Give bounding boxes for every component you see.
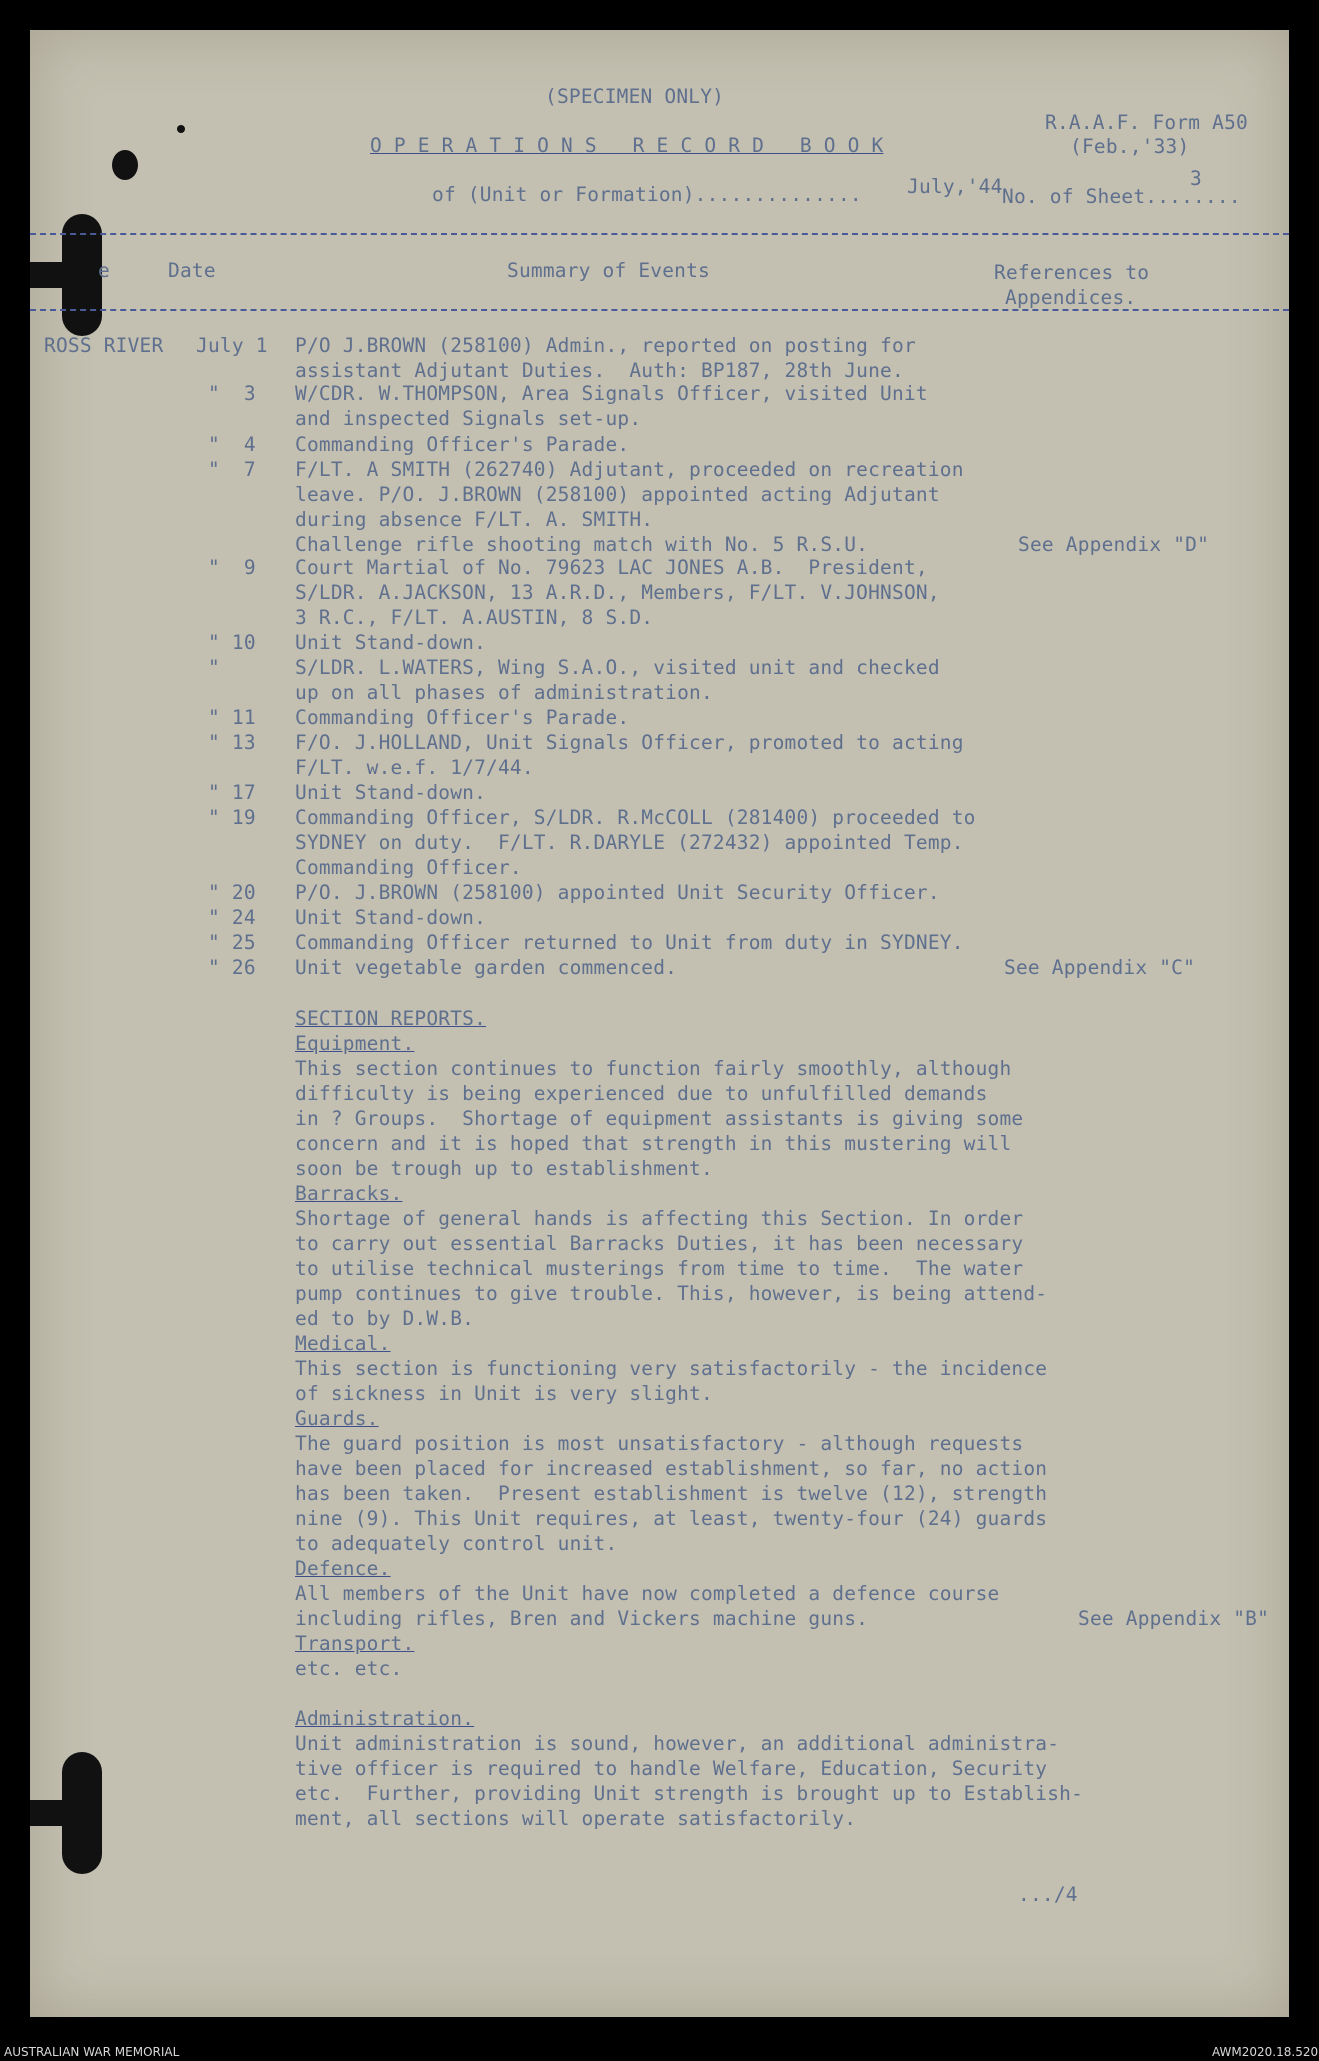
section-heading: Transport. xyxy=(295,1632,415,1655)
entry-text-line: Commanding Officer. xyxy=(295,856,522,879)
entry-text-line: Court Martial of No. 79623 LAC JONES A.B. President, xyxy=(295,556,928,579)
entry-date: " 25 xyxy=(208,931,256,954)
section-heading: Medical. xyxy=(295,1332,391,1355)
entry-text-line: Unit Stand-down. xyxy=(295,631,487,654)
entry-text-line: assistant Adjutant Duties. Auth: BP187, 28th June. xyxy=(295,359,904,382)
form-number: R.A.A.F. Form A50 xyxy=(1045,111,1248,134)
entry-text-line: W/CDR. W.THOMPSON, Area Signals Officer, visited Unit xyxy=(295,382,928,405)
section-heading: Administration. xyxy=(295,1707,475,1730)
section-text-line: to adequately control unit. xyxy=(295,1532,618,1555)
section-text-line: soon be trough up to establishment. xyxy=(295,1157,713,1180)
section-text-line: to utilise technical musterings from time to time. The water xyxy=(295,1257,1024,1280)
document-page xyxy=(30,30,1289,2017)
sheet-label: No. of Sheet........ xyxy=(1002,185,1241,208)
section-text-line: ed to by D.W.B. xyxy=(295,1307,475,1330)
section-text-line: concern and it is hoped that strength in this mustering will xyxy=(295,1132,1012,1155)
entry-date: " 24 xyxy=(208,906,256,929)
entry-appendix-ref: See Appendix "C" xyxy=(1004,956,1196,979)
entry-appendix-ref: See Appendix "D" xyxy=(1018,533,1210,556)
entry-date: " 13 xyxy=(208,731,256,754)
entry-date: " 7 xyxy=(208,458,256,481)
section-text-line: All members of the Unit have now completed a defence course xyxy=(295,1582,1000,1605)
entry-date: " 3 xyxy=(208,382,256,405)
entry-date: " 17 xyxy=(208,781,256,804)
section-text-line: etc. Further, providing Unit strength is brought up to Establish- xyxy=(295,1782,1084,1805)
entry-text-line: SYDNEY on duty. F/LT. R.DARYLE (272432) appointed Temp. xyxy=(295,831,964,854)
section-text-line: of sickness in Unit is very slight. xyxy=(295,1382,713,1405)
section-reports-title: SECTION REPORTS. xyxy=(295,1007,487,1030)
entry-date: " 11 xyxy=(208,706,256,729)
entry-text-line: P/O. J.BROWN (258100) appointed Unit Security Officer. xyxy=(295,881,940,904)
section-text-line: The guard position is most unsatisfactory - although requests xyxy=(295,1432,1024,1455)
section-text-line: have been placed for increased establishment, so far, no action xyxy=(295,1457,1048,1480)
entry-text-line: Challenge rifle shooting match with No. 5 R.S.U. xyxy=(295,533,869,556)
binder-clip-top-bar xyxy=(30,262,100,288)
section-text-line: difficulty is being experienced due to unfulfilled demands xyxy=(295,1082,988,1105)
entry-text-line: F/LT. A SMITH (262740) Adjutant, proceeded on recreation xyxy=(295,458,964,481)
record-month: July,'44 xyxy=(907,175,1003,198)
column-header-date: Date xyxy=(168,259,216,282)
page-title: O P E R A T I O N S R E C O R D B O O K xyxy=(370,134,884,157)
section-text-line: in ? Groups. Shortage of equipment assistants is giving some xyxy=(295,1107,1024,1130)
entry-date: July 1 xyxy=(196,334,268,357)
column-header-place: e xyxy=(98,259,110,282)
header-rule-bottom xyxy=(30,309,1289,311)
section-text-line: tive officer is required to handle Welfare, Education, Security xyxy=(295,1757,1048,1780)
entry-text-line: up on all phases of administration. xyxy=(295,681,713,704)
section-text-line: This section is functioning very satisfactorily - the incidence xyxy=(295,1357,1048,1380)
section-text-line: has been taken. Present establishment is twelve (12), strength xyxy=(295,1482,1048,1505)
punch-hole-top xyxy=(112,150,138,180)
entry-text-line: Unit Stand-down. xyxy=(295,781,487,804)
continuation-marker: .../4 xyxy=(1018,1883,1078,1906)
entry-text-line: S/LDR. A.JACKSON, 13 A.R.D., Members, F/LT. V.JOHNSON, xyxy=(295,581,940,604)
entry-place: ROSS RIVER xyxy=(44,334,164,357)
section-text-line: etc. etc. xyxy=(295,1657,403,1680)
punch-hole-small xyxy=(177,125,185,133)
entry-date: " 20 xyxy=(208,881,256,904)
entry-text-line: during absence F/LT. A. SMITH. xyxy=(295,508,654,531)
specimen-label: (SPECIMEN ONLY) xyxy=(545,85,725,108)
section-heading: Guards. xyxy=(295,1407,379,1430)
entry-text-line: F/O. J.HOLLAND, Unit Signals Officer, promoted to acting xyxy=(295,731,964,754)
form-date: (Feb.,'33) xyxy=(1070,135,1190,158)
entry-text-line: F/LT. w.e.f. 1/7/44. xyxy=(295,756,534,779)
binder-clip-bottom-bar xyxy=(30,1800,100,1826)
section-text-line: nine (9). This Unit requires, at least, twenty-four (24) guards xyxy=(295,1507,1048,1530)
column-header-appendices: Appendices. xyxy=(1005,286,1137,309)
entry-text-line: Commanding Officer's Parade. xyxy=(295,433,630,456)
section-text-line: to carry out essential Barracks Duties, it has been necessary xyxy=(295,1232,1024,1255)
entry-date: " 10 xyxy=(208,631,256,654)
section-text-line: ment, all sections will operate satisfactorily. xyxy=(295,1807,857,1830)
entry-text-line: Unit Stand-down. xyxy=(295,906,487,929)
entry-date: " 4 xyxy=(208,433,256,456)
entry-text-line: and inspected Signals set-up. xyxy=(295,407,642,430)
entry-text-line: 3 R.C., F/LT. A.AUSTIN, 8 S.D. xyxy=(295,606,654,629)
entry-text-line: P/O J.BROWN (258100) Admin., reported on posting for xyxy=(295,334,916,357)
sheet-number: 3 xyxy=(1190,167,1202,190)
entry-date: " 26 xyxy=(208,956,256,979)
entry-date: " 19 xyxy=(208,806,256,829)
unit-line: of (Unit or Formation).............. xyxy=(432,183,862,206)
section-appendix-ref: See Appendix "B" xyxy=(1078,1607,1270,1630)
section-heading: Defence. xyxy=(295,1557,391,1580)
footer-id: AWM2020.18.520 xyxy=(1212,2045,1319,2059)
section-heading: Barracks. xyxy=(295,1182,403,1205)
entry-text-line: Unit vegetable garden commenced. xyxy=(295,956,678,979)
entry-date: " xyxy=(208,656,220,679)
entry-text-line: S/LDR. L.WATERS, Wing S.A.O., visited unit and checked xyxy=(295,656,940,679)
section-text-line: This section continues to function fairly smoothly, although xyxy=(295,1057,1012,1080)
entry-text-line: Commanding Officer's Parade. xyxy=(295,706,630,729)
column-header-references: References to xyxy=(994,261,1150,284)
section-text-line: Shortage of general hands is affecting this Section. In order xyxy=(295,1207,1024,1230)
entry-date: " 9 xyxy=(208,556,256,579)
entry-text-line: Commanding Officer returned to Unit from duty in SYDNEY. xyxy=(295,931,964,954)
section-text-line: Unit administration is sound, however, an additional administra- xyxy=(295,1732,1060,1755)
entry-text-line: leave. P/O. J.BROWN (258100) appointed acting Adjutant xyxy=(295,483,940,506)
section-text-line: including rifles, Bren and Vickers machine guns. xyxy=(295,1607,869,1630)
section-text-line: pump continues to give trouble. This, however, is being attend- xyxy=(295,1282,1048,1305)
column-header-summary: Summary of Events xyxy=(507,259,710,282)
section-heading: Equipment. xyxy=(295,1032,415,1055)
header-rule-top xyxy=(30,233,1289,235)
entry-text-line: Commanding Officer, S/LDR. R.McCOLL (281400) proceeded to xyxy=(295,806,976,829)
footer-source: AUSTRALIAN WAR MEMORIAL xyxy=(4,2045,180,2059)
